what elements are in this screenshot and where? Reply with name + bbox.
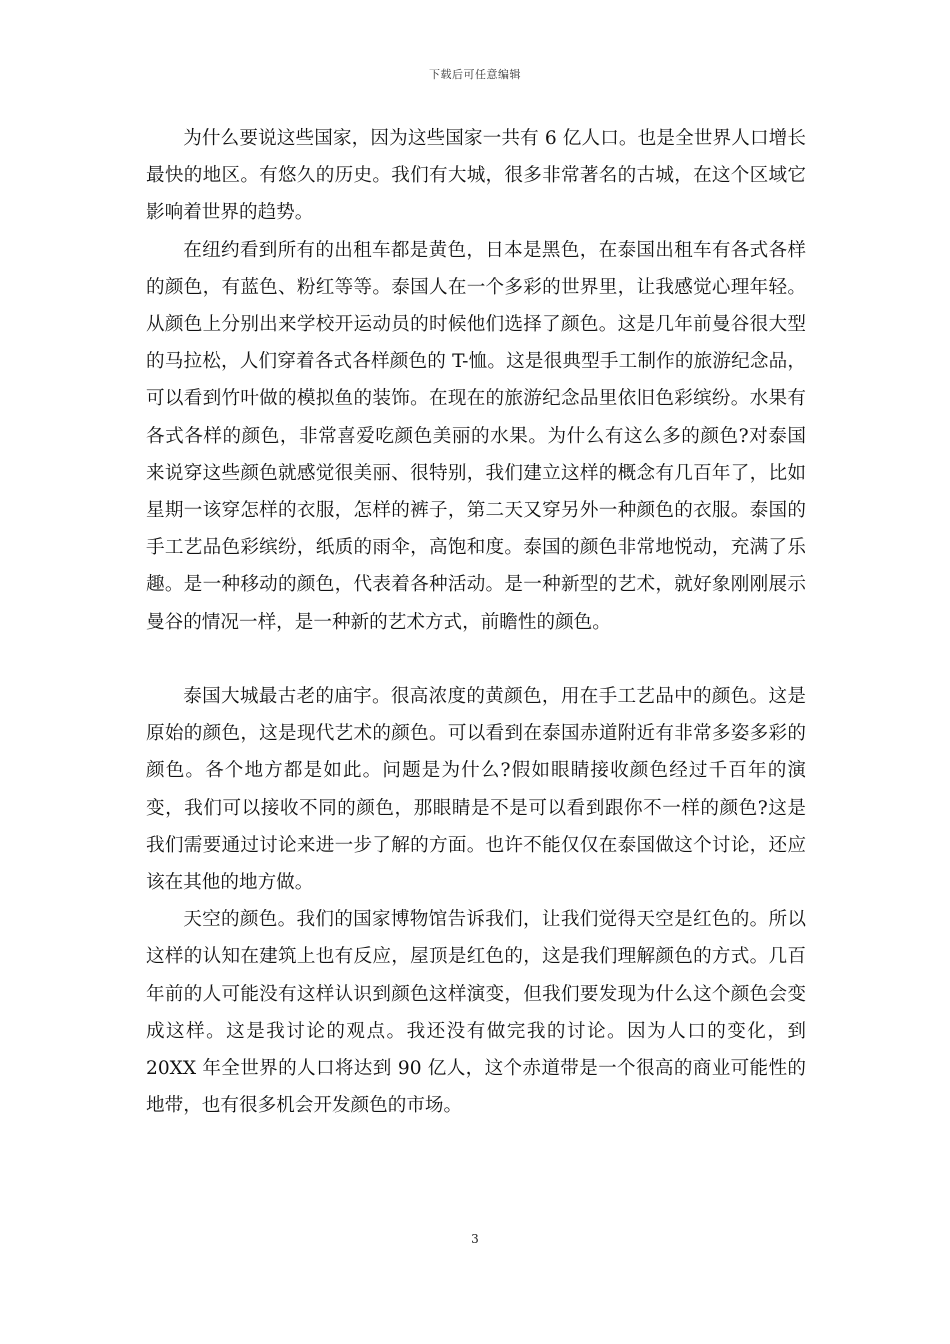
page-header: 下载后可任意编辑 — [429, 68, 521, 81]
paragraph-1: 为什么要说这些国家，因为这些国家一共有 6 亿人口。也是全世界人口增长最快的地区。有悠久的历史。我们有大城，很多非常著名的古城，在这个区域它影响着世界的趋势。 — [146, 128, 806, 224]
paragraph-3: 泰国大城最古老的庙宇。很高浓度的黄颜色，用在手工艺品中的颜色。这是原始的颜色，这是现代艺术的颜色。可以看到在泰国赤道附近有非常多姿多彩的颜色。各个地方都是如此。问题是为什么?假如眼睛接收颜色经过千百年的演变，我们可以接收不同的颜色，那眼睛是不是可以看到跟你不一样的颜色?这是我们需要通过讨论来进一步了解的方面。也许不能仅仅在泰国做这个讨论，还应该在其他的地方做。 — [146, 686, 806, 894]
page-number: 3 — [471, 1232, 479, 1246]
paragraph-spacer — [146, 641, 806, 678]
paragraph-2: 在纽约看到所有的出租车都是黄色，日本是黑色，在泰国出租车有各式各样的颜色，有蓝色、粉红等等。泰国人在一个多彩的世界里，让我感觉心理年轻。从颜色上分别出来学校开运动员的时候他们选择了颜色。这是几年前曼谷很大型的马拉松，人们穿着各式各样颜色的 T-恤。这是很典型手工制作的旅游纪念品，可以看到竹叶做的模拟鱼的装饰。在现在的旅游纪念品里依旧色彩缤纷。水果有各式各样的颜色，非常喜爱吃颜色美丽的水果。为什么有这么多的颜色?对泰国来说穿这些颜色就感觉很美丽、很特别，我们建立这样的概念有几百年了，比如星期一该穿怎样的衣服，怎样的裤子，第二天又穿另外一种颜色的衣服。泰国的手工艺品色彩缤纷，纸质的雨伞，高饱和度。泰国的颜色非常地悦动，充满了乐趣。是一种移动的颜色，代表着各种活动。是一种新型的艺术，就好象刚刚展示曼谷的情况一样，是一种新的艺术方式，前瞻性的颜色。 — [146, 239, 806, 633]
document-body — [146, 120, 806, 1124]
paragraph-4: 天空的颜色。我们的国家博物馆告诉我们，让我们觉得天空是红色的。所以这样的认知在建筑上也有反应，屋顶是红色的，这是我们理解颜色的方式。几百年前的人可能没有这样认识到颜色这样演变，但我们要发现为什么这个颜色会变成这样。这是我讨论的观点。我还没有做完我的讨论。因为人口的变化，到 20XX 年全世界的人口将达到 90 亿人，这个赤道带是一个很高的商业可能性的地带，也有很多机会开发颜色的市场。 — [146, 909, 806, 1117]
